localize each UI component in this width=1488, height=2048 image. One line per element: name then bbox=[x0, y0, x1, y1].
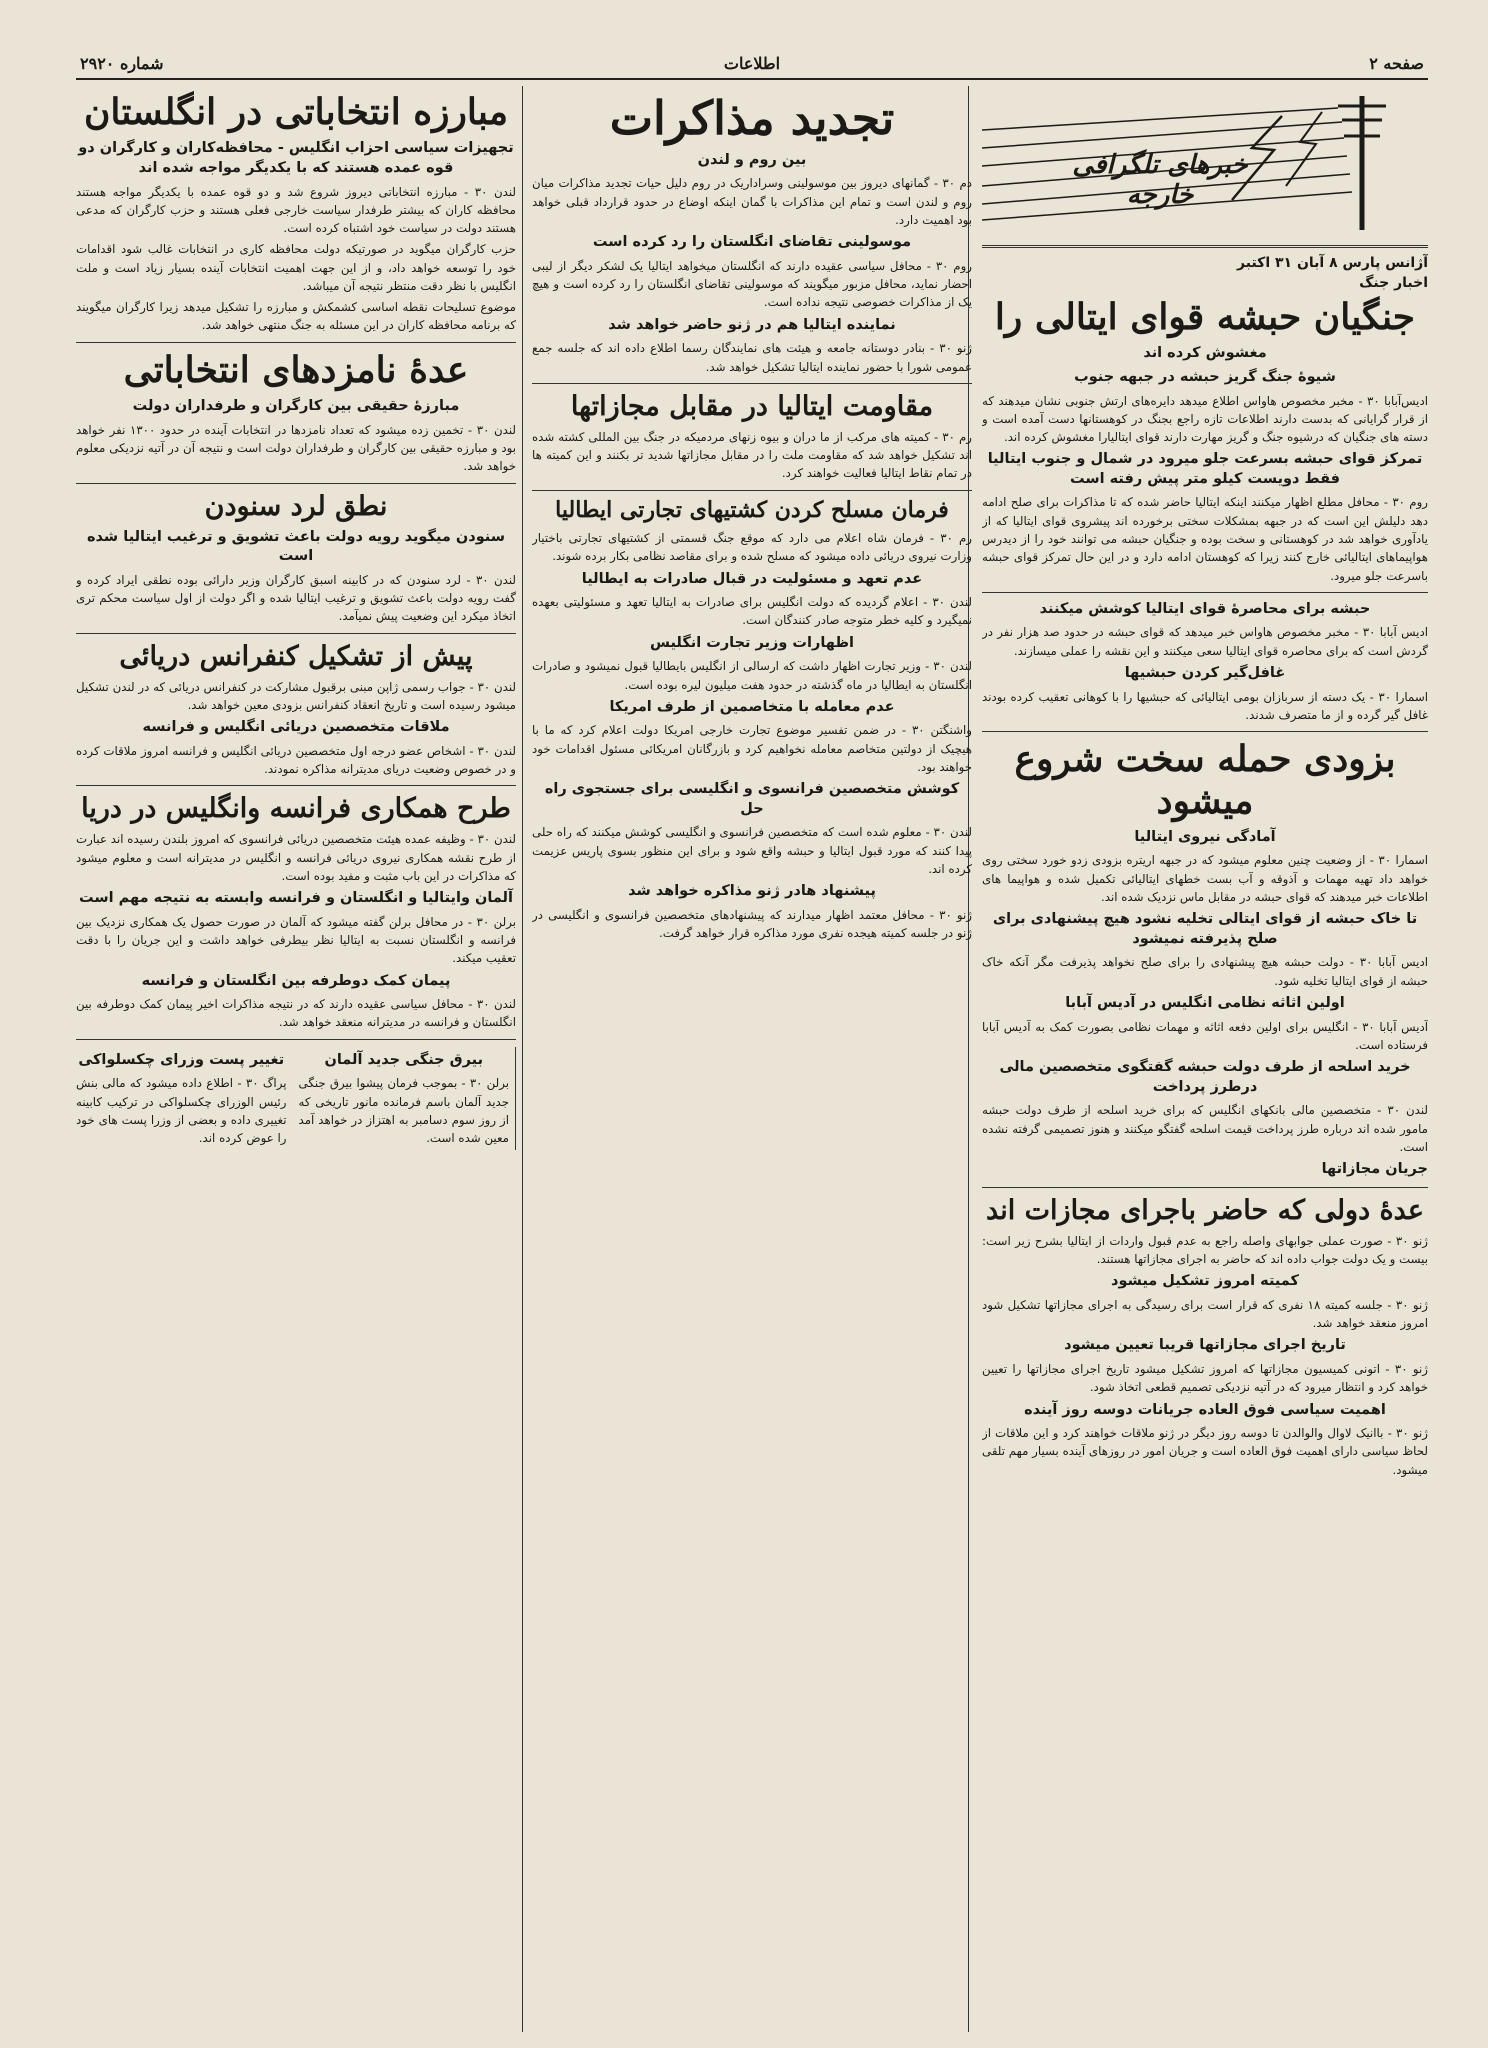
headline-election-campaign: مبارزه انتخاباتی در انگلستان bbox=[83, 91, 509, 133]
subheadline: کوشش متخصصین فرانسوی و انگلیسی برای جستجوی راه حل bbox=[544, 781, 960, 817]
article-text: لندن ۳۰ - اشخاص عضو درجه اول متخصصین دریائی انگلیس و فرانسه امروز ملاقات کرده و در خصوص وضعیت دریای مدیترانه مذاکره نمودند. bbox=[76, 743, 516, 777]
article-text: لندن ۳۰ - لرد سنودن که در کابینه اسبق کارگران وزیر دارائی بوده نطقی ایراد کرده و گفت رویه دولت باعث تشویق و ترغیب ایتالیا شده و اگر دولت از اول سیاست محکم تری اتخاذ میکرد این وضعیت پیش نمیآمد. bbox=[76, 572, 516, 624]
divider bbox=[982, 731, 1428, 732]
subheadline: بین روم و لندن bbox=[697, 151, 807, 168]
headline-naval-cooperation: طرح همکاری فرانسه وانگلیس در دریا bbox=[81, 793, 511, 825]
subheadline: اظهارات وزیر تجارت انگلیس bbox=[650, 634, 854, 651]
article-text: لندن ۳۰ - جواب رسمی ژاپن مبنی برقبول مشارکت در کنفرانس دریائی که در لندن تشکیل میشود رسیده است و تاریخ انعقاد کنفرانس بزودی معین خواهد شد. bbox=[76, 679, 516, 712]
headline-sub-2: شیوهٔ جنگ گریز حبشه در جبهه جنوب bbox=[1074, 368, 1336, 385]
headline-sanctions-states: عدهٔ دولی که حاضر باجرای مجازات اند bbox=[986, 1194, 1424, 1226]
divider bbox=[982, 245, 1428, 248]
subheadline: تمرکز قوای حبشه بسرعت جلو میرود در شمال و جنوب ایتالیا فقط دویست کیلو متر پیش رفته است bbox=[987, 451, 1423, 487]
subheadline: بیرق جنگی جدید آلمان bbox=[324, 1051, 484, 1068]
headline-naval-conference: پیش از تشکیل کنفرانس دریائی bbox=[119, 640, 473, 672]
subheadline: آلمان وایتالیا و انگلستان و فرانسه وابسته به نتیجه مهم است bbox=[79, 890, 513, 907]
issue-number: شماره ۲۹۲۰ bbox=[80, 54, 164, 73]
article-text: برلن ۳۰ - بموجب فرمان پیشوا بیرق جنگی جدید آلمان باسم فرمانده مانور تاریخی که از روز سوم دسامبر به اهتزاز در خواهد آمد معین شده است. bbox=[298, 1076, 510, 1146]
left-column bbox=[76, 86, 516, 2032]
article-text: ژنو ۳۰ - باانیک لاوال والوالدن تا دوسه روز دیگر در ژنو ملاقات خواهند کرد و این ملاقات از لحاظ سیاسی دارای اهمیت فوق العاده است و جریان امور در روزهای آینده بسیار مهم تلقی میشود. bbox=[982, 1426, 1428, 1477]
subheadline: تاریخ اجرای مجازاتها قریبا تعیین میشود bbox=[1064, 1337, 1346, 1354]
middle-column bbox=[532, 86, 972, 2032]
subheadline: سنودن میگوید رویه دولت باعث تشویق و ترغیب ایتالیا شده است bbox=[87, 528, 505, 565]
article-text: لندن ۳۰ - تخمین زده میشود که تعداد نامزدها در انتخابات آینده در حدود ۱۳۰۰ نفر خواهد بود و مبارزه حقیقی بین کارگران و طرفداران دولت است و نتیجه آن در آتیه نزدیکی معلوم خواهد شد. bbox=[76, 422, 516, 474]
section-label: جریان مجازاتها bbox=[1321, 1161, 1428, 1178]
divider bbox=[532, 490, 972, 491]
divider bbox=[982, 1187, 1428, 1188]
article-text: لندن ۳۰ - اعلام گردیده که دولت انگلیس برای صادرات به ایتالیا تعهد و مسئولیتی بعهده نمیگیرد و کلیه خطر متوجه صادر کنندگان است. bbox=[532, 595, 972, 628]
headline-italy-resistance: مقاومت ایتالیا در مقابل مجازاتها bbox=[570, 390, 934, 422]
article-text: رم ۳۰ - فرمان شاه اعلام می دارد که موقع جنگ قسمتی از کشتیهای تجارتی باختیار وزارت نیروی دریائی داده میشود که مسلح شده و برای مقاصد نظامی بکار برده شوند. bbox=[532, 531, 972, 564]
brief-czech-ministers bbox=[76, 1047, 287, 1151]
newspaper-page bbox=[76, 52, 1428, 2032]
brief-german-flag bbox=[299, 1047, 517, 1151]
article-text: حزب کارگران میگوید در صورتیکه دولت محافظه کاری در انتخابات غالب شود اقدامات خود را توسعه خواهد داد، و از این جهت اهمیت انتخابات آینده بسیار زیاد است و ملت انگلیس با نظر دقت منتظر نتیجه آن میباشد. bbox=[76, 242, 516, 293]
subheadline: اهمیت سیاسی فوق العاده جریانات دوسه روز آینده bbox=[1024, 1401, 1386, 1418]
page-label: صفحه ۲ bbox=[1369, 54, 1424, 73]
subheadline: تجهیزات سیاسی احزاب انگلیس - محافظه‌کاران و کارگران دو قوه عمده هستند که با یکدیگر مواجه شده اند bbox=[78, 140, 514, 176]
article-text: پراگ ۳۰ - اطلاع داده میشود که مالی بنش رئیس الوزرای چکسلواکی در ترکیب کابینه تغییری داده و بعضی از وزرا پست های خود را عوض کرده اند. bbox=[76, 1076, 287, 1146]
article-text: ژنو ۳۰ - جلسه کمیته ۱۸ نفری که قرار است برای رسیدگی به اجرای مجازاتها تشکیل شود امروز منعقد خواهد شد. bbox=[982, 1297, 1428, 1331]
divider bbox=[76, 342, 516, 343]
article-text: لندن ۳۰ - محافل سیاسی عقیده دارند که در نتیجه مذاکرات اخیر پیمان کمک دوطرفه بین انگلستان و فرانسه در مدیترانه منعقد خواهد شد. bbox=[76, 997, 516, 1030]
headline-candidates: عدهٔ نامزدهای انتخاباتی bbox=[123, 348, 469, 391]
article-text: واشنگتن ۳۰ - در ضمن تفسیر موضوع تجارت خارجی امریکا دولت اعلام کرد که ما با هیچیک از دولتین متخاصم معامله نخواهیم کرد و بازرگانان امریکائی مسئول اقدامات خود خواهند بود. bbox=[532, 723, 972, 774]
masthead bbox=[76, 52, 1428, 80]
subheadline: تغییر پست وزرای چکسلواکی bbox=[78, 1051, 285, 1068]
subheadline: نماینده ایتالیا هم در ژنو حاضر خواهد شد bbox=[608, 316, 896, 333]
subheadline: حبشه برای محاصرهٔ قوای ایتالیا کوشش میکنند bbox=[1039, 600, 1371, 617]
article-text: اسمارا ۳۰ - از وضعیت چنین معلوم میشود که در جبهه اریتره بزودی زدو خورد سختی روی خواهد داد تهیه مهمات و آذوقه و آب بست خطهای ایتالیائی تکمیل شده و هواپیما های اطلاعات خبر میدهند که قوای حبشه در مقابل ماس نزدیک شده اند. bbox=[982, 853, 1428, 905]
foreign-news-logo bbox=[982, 90, 1428, 238]
article-text: ادیس آبابا ۳۰ - مخبر مخصوص هاواس خبر میدهد که قوای حبشه در حدود صد هزار نفر در گردش است که برای محاصره قوای ایتالیا سعی میکنند و این نقشه را عملی میسازند. bbox=[982, 625, 1428, 658]
article-text: رم ۳۰ - کمیته های مرکب از ما دران و بیوه زنهای مردمیکه در جنگ بین المللی کشته شده اند تشکیل خواهد شد که مقاومت ملت را در مقابل مجازاتها شدید تر بکنند و این کمیته ها در تمام نقاط ایتالیا فعالیت خواهند کرد. bbox=[532, 429, 972, 481]
agency-dateline: آژانس پارس ۸ آبان ۳۱ اکتبر bbox=[1237, 255, 1428, 271]
article-text: ادیس‌آبابا ۳۰ - مخبر مخصوص هاواس اطلاع میدهد دایره‌های ارتش جنوبی نشان میدهند که از قرار گرایانی که بدست دارند اطلاعات تازه راجع بجنگ در کوهستانها دست آمده است و دسته های جنگیان که درشیوه جنگ و گریز مهارت دارند قوای ایتالیارا مغشوش کرده اند. bbox=[982, 393, 1428, 445]
divider bbox=[76, 1039, 516, 1040]
column-rule bbox=[522, 86, 523, 2032]
subheadline: موسولینی تقاضای انگلستان را رد کرده است bbox=[592, 234, 912, 251]
subheadline: مبارزهٔ حقیقی بین کارگران و طرفداران دولت bbox=[132, 398, 460, 415]
subheadline: عدم معامله با متخاصمین از طرف امریکا bbox=[609, 698, 895, 715]
logo-title: خبرهای تلگرافی خارجه bbox=[1072, 150, 1248, 210]
subheadline: پیمان کمک دوطرفه بین انگلستان و فرانسه bbox=[141, 972, 451, 989]
article-text: لندن ۳۰ - وزیر تجارت اظهار داشت که ارسالی از انگلیس بایطالیا قبول نمیشود و صادرات انگلستان به ایطالیا در ماه گذشته در حدود هفت میلیون لیره بوده است. bbox=[532, 659, 972, 692]
article-text: ژنو ۳۰ - اتونی کمیسیون مجازاتها که امروز تشکیل میشود تاریخ اجرای مجازاتها را تعیین خواهد کرد و انتظار میرود که در آتیه نزدیکی تصمیم قطعی اتخاذ شود. bbox=[982, 1361, 1428, 1395]
article-text: لندن ۳۰ - متخصصین مالی بانکهای انگلیس که برای خرید اسلحه از طرف دولت حبشه مامور شده اند درباره طرز پرداخت قیمت اسلحه گفتگو میکنند و هنوز تصمیمی گرفته نشده است. bbox=[982, 1103, 1428, 1154]
article-text: ژنو ۳۰ - صورت عملی جوابهای واصله راجع به عدم قبول واردات از ایتالیا بشرح زیر است: بیست و یک دولت جواب داده اند که حاضر به اجرای مجازاتها هستند. bbox=[982, 1233, 1428, 1266]
headline-arming-ships: فرمان مسلح کردن کشتیهای تجارتی ایطالیا bbox=[555, 496, 949, 523]
right-column bbox=[982, 86, 1428, 2032]
article-text: ادیس آبابا ۳۰ - دولت حبشه هیچ پیشنهادی را برای صلح نخواهد پذیرفت مگر آنکه خاک حبشه از قوای ایتالیا تخلیه شود. bbox=[982, 955, 1428, 988]
article-text: لندن ۳۰ - معلوم شده است که متخصصین فرانسوی و انگلیسی کوشش میکنند که راه حلی پیدا کنند که مورد قبول ایتالیا و حبشه واقع شود و برای این منظور بسوی پاریس عزیمت کرده اند. bbox=[532, 825, 972, 876]
article-text: روم ۳۰ - محافل مطلع اظهار میکنند اینکه ایتالیا حاضر شده که تا مذاکرات برای صلح ادامه دهد دلیلش این است که در جبهه بمشکلات سختی برخورده اند پیشروی قوای ایتالیا که از یادآوری خواهد شد در کوهستانی و سخت بوده و جنگیان حبشه می توانند خود را از دیدرس هواپیماهای ایتالیائی خارج کنند زیرا که کوهستان ادامه دارد و در این حال تمرکز قوای حبشه باسرعت جلو میرود. bbox=[982, 495, 1428, 583]
divider bbox=[76, 633, 516, 634]
article-text: اسمارا ۳۰ - یک دسته از سربازان بومی ایتالیائی که حبشیها را با کوهانی تعقیب کرده بودند غافل گیر گرده و از ما متصرف شدند. bbox=[982, 689, 1428, 722]
article-text: لندن ۳۰ - مبارزه انتخاباتی دیروز شروع شد و دو قوه عمده با یکدیگر مواجه هستند محافظه کاران که بیشتر طرفدار سیاست خارجی فعلی هستند و حزب کارگران که مدعی هستند دولت در سیاست خود اشتباه کرده است. bbox=[76, 184, 516, 236]
article-text: موضوع تسلیحات نقطه اساسی کشمکش و مبارزه را تشکیل میدهد زیرا کارگران میگویند که برنامه محافظه کاران در این مسئله به جنگ منتهی خواهد شد. bbox=[76, 300, 516, 333]
subheadline: پیشنهاد هادر ژنو مذاکره خواهد شد bbox=[628, 883, 876, 900]
article-text: روم ۳۰ - محافل سیاسی عقیده دارند که انگلستان میخواهد ایتالیا یک لشکر دیگر از لیبی احضار نماید، محافل مزبور میگویند که موسولینی تقاضای انگلستان را رد کرده است و هیچ یک از مذاکرات خصوصی نتیجه نداده است. bbox=[532, 258, 972, 310]
article-text: ژنو ۳۰ - محافل معتمد اظهار میدارند که پیشنهادهای متخصصین فرانسوی و انگلیسی در ژنو در جلسه کمیته هیجده نفری مورد مذاکره قرار خواهد گرفت. bbox=[532, 907, 972, 941]
subheadline: غافل‌گیر کردن حبشیها bbox=[1124, 665, 1286, 682]
subheadline: تا خاک حبشه از قوای ایتالی تخلیه نشود هیچ پیشنهادی برای صلح پذیرفته نمیشود bbox=[992, 911, 1418, 947]
article-text: دم ۳۰ - گمانهای دیروز بین موسولینی وسراداریک در روم دلیل حیات تجدید مذاکرات میان روم و لندن است و تمام این مذاکرات با گمان اینکه اوضاع در حدود قرارداد قبلی خواهد بود اهمیت دارد. bbox=[532, 176, 972, 228]
headline-ethiopian-fighters: جنگیان حبشه قوای ایتالی را bbox=[994, 296, 1416, 338]
divider bbox=[76, 483, 516, 484]
subheadline: کمیته امروز تشکیل میشود bbox=[1111, 1273, 1299, 1290]
headline-snowden-speech: نطق لرد سنودن bbox=[204, 490, 388, 522]
article-text: ژنو ۳۰ - بنادر دوستانه جامعه و هیئت های نمایندگان رسما اطلاع داده اند که جلسه جمع عمومی شورا با حضور نماینده ایتالیا تشکیل خواهد شد. bbox=[532, 341, 972, 374]
subheadline: اولین اثاثه نظامی انگلیس در آدیس آبابا bbox=[1065, 995, 1345, 1012]
headline-sub: آمادگی نیروی ایتالیا bbox=[1134, 828, 1276, 845]
article-text: آدیس آبابا ۳۰ - انگلیس برای اولین دفعه اثاثه و مهمات نظامی بصورت کمک به آدیس آبابا فرستاده است. bbox=[982, 1019, 1428, 1052]
headline-heavy-attack: بزودی حمله سخت شروع میشود bbox=[1014, 738, 1396, 822]
article-text: لندن ۳۰ - وظیفه عمده هیئت متخصصین دریائی فرانسوی که امروز بلندن رسیده اند عبارت از طرح نقشه همکاری نیروی دریائی فرانسه و انگلیس در مدیترانه است و معلوم میشود که مذاکرات در این باب مثبت و مفید بوده است. bbox=[76, 832, 516, 883]
headline-sub: مغشوش کرده اند bbox=[1143, 345, 1267, 362]
article-text: برلن ۳۰ - در محافل برلن گفته میشود که آلمان در صورت حصول یک همکاری نزدیک بین فرانسه و انگلستان نسبت به ایتالیا نظر بیطرفی خواهد داشت و این جریان را با دقت تعقیب میکند. bbox=[76, 914, 516, 966]
divider bbox=[76, 785, 516, 786]
paper-name: اطلاعات bbox=[723, 54, 781, 73]
subheadline: ملاقات متخصصین دریائی انگلیس و فرانسه bbox=[142, 719, 450, 736]
section-label: اخبار جنگ bbox=[1359, 275, 1428, 291]
subheadline: عدم تعهد و مسئولیت در قبال صادرات به ایطالیا bbox=[581, 570, 923, 587]
subheadline: خرید اسلحه از طرف دولت حبشه گفتگوی متخصصین مالی درطرز پرداخت bbox=[999, 1059, 1411, 1095]
divider bbox=[532, 383, 972, 384]
divider bbox=[982, 592, 1428, 593]
bottom-briefs bbox=[76, 1047, 516, 1151]
headline-renewed-talks: تجدید مذاکرات bbox=[609, 91, 895, 145]
